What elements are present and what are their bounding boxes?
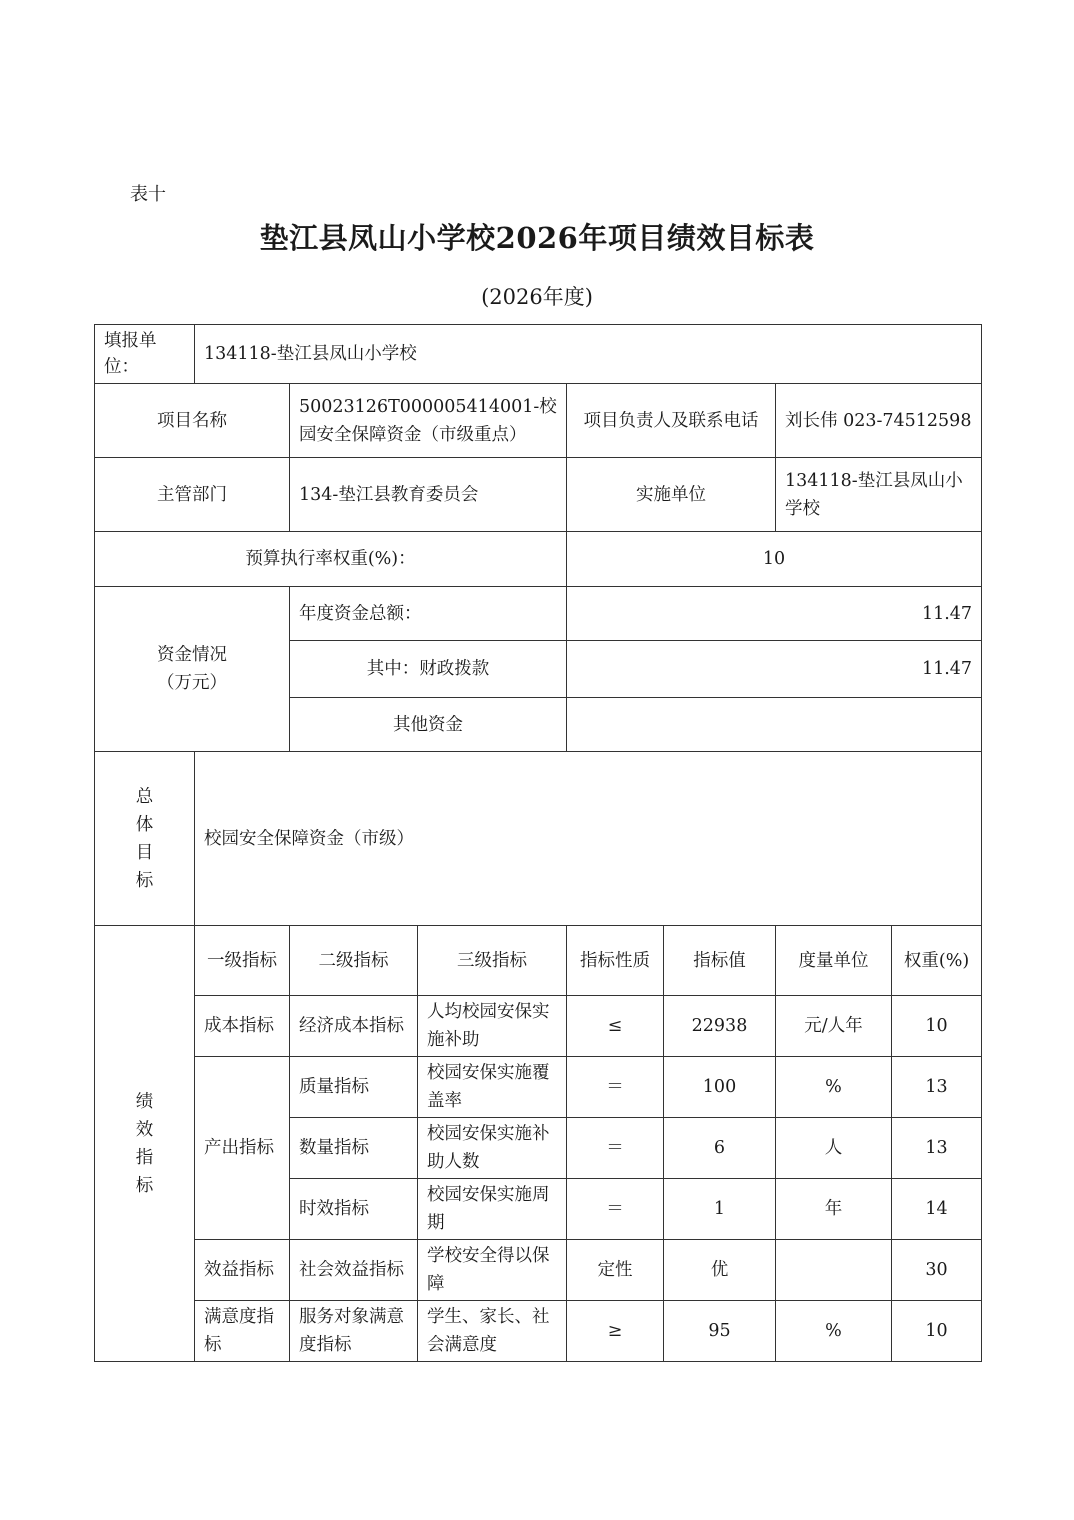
header-level1: 一级指标	[195, 926, 290, 996]
impl-unit-label: 实施单位	[567, 458, 776, 532]
cell-level3: 学生、家长、社会满意度	[418, 1301, 567, 1362]
cell-weight: 30	[892, 1240, 982, 1301]
cell-level3: 校园安保实施周期	[418, 1179, 567, 1240]
cell-value: 22938	[664, 996, 776, 1057]
table-row	[95, 996, 982, 1057]
funds-fiscal-value: 11.47	[567, 641, 982, 698]
cell-level2: 社会效益指标	[290, 1240, 418, 1301]
cell-unit	[776, 1240, 892, 1301]
label-char: 标	[135, 1175, 154, 1196]
cell-level2: 服务对象满意度指标	[290, 1301, 418, 1362]
cell-level2: 时效指标	[290, 1179, 418, 1240]
header-level2: 二级指标	[290, 926, 418, 996]
funds-other-value	[567, 698, 982, 752]
cell-level1: 满意度指标	[195, 1301, 290, 1362]
cell-nature: ＝	[567, 1118, 664, 1179]
header-weight: 权重(%)	[892, 926, 982, 996]
cell-level1: 产出指标	[195, 1057, 290, 1240]
budget-weight-label: 预算执行率权重(%)：	[95, 532, 567, 587]
contact-value: 刘长伟 023-74512598	[776, 384, 982, 458]
cell-weight: 10	[892, 996, 982, 1057]
header-value: 指标值	[664, 926, 776, 996]
overall-goal-value: 校园安全保障资金（市级）	[195, 752, 982, 926]
funds-total-value: 11.47	[567, 587, 982, 641]
label-char: 总	[135, 786, 154, 807]
header-nature: 指标性质	[567, 926, 664, 996]
cell-unit: %	[776, 1057, 892, 1118]
cell-level2: 经济成本指标	[290, 996, 418, 1057]
cell-value: 95	[664, 1301, 776, 1362]
cell-unit: 人	[776, 1118, 892, 1179]
cell-level2: 质量指标	[290, 1057, 418, 1118]
cell-nature: 定性	[567, 1240, 664, 1301]
cell-value: 6	[664, 1118, 776, 1179]
cell-nature: ＝	[567, 1179, 664, 1240]
cell-weight: 14	[892, 1179, 982, 1240]
cell-nature: ≥	[567, 1301, 664, 1362]
cell-level1: 效益指标	[195, 1240, 290, 1301]
cell-unit: %	[776, 1301, 892, 1362]
indicators-label	[95, 926, 195, 1362]
cell-value: 优	[664, 1240, 776, 1301]
document-subtitle: (2026年度)	[481, 285, 593, 309]
impl-unit-value: 134118-垫江县凤山小学校	[776, 458, 982, 532]
document-title: 垫江县凤山小学校2026年项目绩效目标表	[259, 221, 815, 255]
department-row	[95, 458, 982, 532]
project-name-value: 50023126T000005414001-校园安全保障资金（市级重点）	[290, 384, 567, 458]
overall-goal-label	[95, 752, 195, 926]
department-label: 主管部门	[95, 458, 290, 532]
funds-row	[95, 587, 982, 641]
reporting-unit-label: 填报单位：	[95, 325, 195, 384]
funds-section-label	[95, 587, 290, 752]
cell-weight: 10	[892, 1301, 982, 1362]
table-row	[95, 1057, 982, 1118]
cell-level2: 数量指标	[290, 1118, 418, 1179]
overall-goal-row	[95, 752, 982, 926]
table-number-label: 表十	[130, 184, 166, 205]
cell-value: 1	[664, 1179, 776, 1240]
funds-label-line1: 资金情况	[157, 645, 227, 665]
funds-other-label: 其他资金	[290, 698, 567, 752]
label-char: 效	[135, 1119, 154, 1140]
project-name-label: 项目名称	[95, 384, 290, 458]
budget-weight-value: 10	[567, 532, 982, 587]
reporting-unit-row	[95, 325, 982, 384]
label-char: 体	[135, 814, 154, 835]
cell-unit: 年	[776, 1179, 892, 1240]
cell-level1: 成本指标	[195, 996, 290, 1057]
cell-weight: 13	[892, 1057, 982, 1118]
budget-weight-row	[95, 532, 982, 587]
department-value: 134-垫江县教育委员会	[290, 458, 567, 532]
funds-label-line2: （万元）	[157, 673, 227, 693]
label-char: 指	[135, 1147, 154, 1168]
cell-level3: 学校安全得以保障	[418, 1240, 567, 1301]
cell-level3: 人均校园安保实施补助	[418, 996, 567, 1057]
table-row	[95, 1240, 982, 1301]
label-char: 目	[135, 842, 154, 863]
label-char: 绩	[135, 1091, 154, 1112]
label-char: 标	[135, 870, 154, 891]
contact-label: 项目负责人及联系电话	[567, 384, 776, 458]
header-level3: 三级指标	[418, 926, 567, 996]
cell-nature: ≤	[567, 996, 664, 1057]
header-unit: 度量单位	[776, 926, 892, 996]
cell-level3: 校园安保实施补助人数	[418, 1118, 567, 1179]
cell-nature: ＝	[567, 1057, 664, 1118]
performance-target-table	[94, 324, 982, 1362]
funds-total-label: 年度资金总额：	[290, 587, 567, 641]
cell-weight: 13	[892, 1118, 982, 1179]
cell-level3: 校园安保实施覆盖率	[418, 1057, 567, 1118]
reporting-unit-value: 134118-垫江县凤山小学校	[195, 325, 982, 384]
indicator-header-row	[95, 926, 982, 996]
project-name-row	[95, 384, 982, 458]
cell-value: 100	[664, 1057, 776, 1118]
table-row	[95, 1301, 982, 1362]
cell-unit: 元/人年	[776, 996, 892, 1057]
funds-fiscal-label: 其中：财政拨款	[290, 641, 567, 698]
